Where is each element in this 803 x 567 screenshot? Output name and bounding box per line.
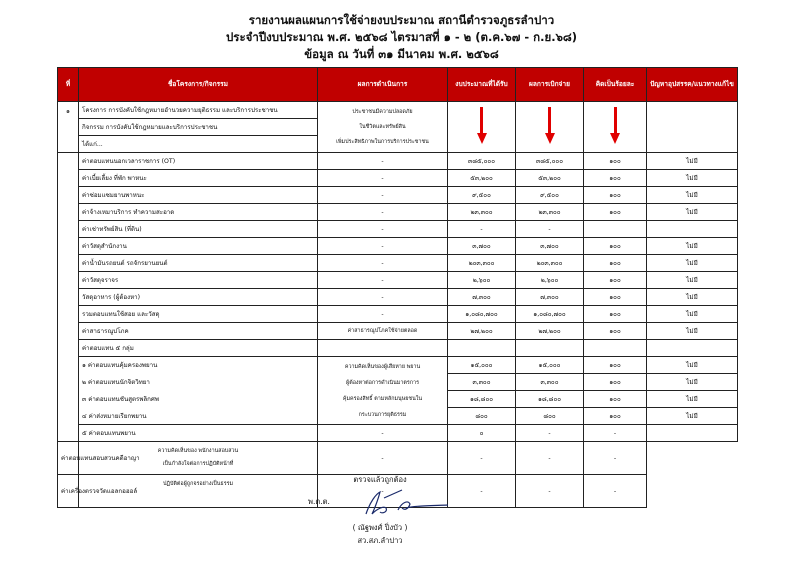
alcohol-budget: - [318,475,448,508]
item-name: วัสดุอาหาร (ผู้ต้องหา) [79,289,318,306]
group-result-line: ความคิดเห็นของผู้เสียหาย พยาน [344,363,421,370]
col-header-name: ชื่อโครงการ/กิจกรรม [79,68,318,102]
group-item-budget: ๘๐๐ [448,408,516,425]
down-arrow-icon [478,107,486,145]
item-name: ค่าน้ำมันรถยนต์ รถจักรยานยนต์ [79,255,318,272]
item-spent: ๗,๓๐๐ [516,289,584,306]
group-result-line: ผู้ต้องหาต่อการดำเนินมาตรการ [346,379,419,386]
signer-name: ( ณัฐพงศ์ ปิ่งบัว ) [352,523,408,532]
down-arrow-icon [546,107,554,145]
budget-arrow-cell [448,102,516,153]
verified-label: ตรวจแล้วถูกต้อง [353,475,407,484]
alcohol-issues: - [584,475,647,508]
item-budget: ๒,๖๐๐ [448,272,516,289]
project-result [318,102,448,153]
item-percent: ๑๐๐ [584,204,647,221]
item-issues: ไม่มี [647,289,738,306]
witness-issues [647,425,738,442]
item-percent: ๑๐๐ [584,323,647,340]
item-budget: ๒๐๓,๓๐๐ [448,255,516,272]
group-empty-issues [647,340,738,357]
project-name: โครงการ การบังคับใช้กฎหมายอำนวยความยุติธรรม และบริการประชาชน [79,102,318,119]
item-name: ค่าสาธารณูปโภค [79,323,318,340]
interpreter-name: ค่าตอบแทนสอบสวนคดีอาญา [58,442,79,475]
item-percent: ๑๐๐ [584,289,647,306]
alcohol-spent: - [448,475,516,508]
group-empty-spent [516,340,584,357]
table-row [58,187,738,204]
item-name: ค่าวัสดุสำนักงาน [79,238,318,255]
group-empty-percent [584,340,647,357]
item-percent: ๑๐๐ [584,187,647,204]
activity-name: กิจกรรม การบังคับใช้กฎหมายและบริการประชาชน [79,119,318,136]
item-percent: ๑๐๐ [584,238,647,255]
item-spent: ๓๘๕,๐๐๐ [516,153,584,170]
group-item-spent: ๓,๓๐๐ [516,374,584,391]
witness-budget: ๐ [448,425,516,442]
project-result-line: ประชาชนมีความปลอดภัย [352,108,413,115]
issues-empty-cell [647,102,738,153]
interpreter-row [58,442,738,475]
project-result-line: ในชีวิตและทรัพย์สิน [359,123,406,130]
alcohol-result-line: ปฏิบัติต่อผู้ถูกจรอย่างเป็นธรรม [162,481,234,487]
group-title: ค่าตอบแทน ๕ กลุ่ม [79,340,318,357]
group-result-line: คุ้มครองสิทธิ์ ตามหลักมนุษยชนใน [342,395,423,402]
item-spent: ๒๓,๓๐๐ [516,204,584,221]
item-result: - [318,238,448,255]
group-item-percent: ๑๐๐ [584,391,647,408]
item-budget: ๑,๐๘๐,๗๐๐ [448,306,516,323]
item-issues: ไม่มี [647,238,738,255]
table-row [58,204,738,221]
interpreter-result-line: เป็นกำลังใจต่อการปฏิบัติหน้าที่ [162,461,234,467]
item-budget: ๒๓,๓๐๐ [448,204,516,221]
item-issues: ไม่มี [647,170,738,187]
item-budget: ๓๘๕,๐๐๐ [448,153,516,170]
item-issues: ไม่มี [647,187,738,204]
witness-row [58,425,738,442]
col-header-spent: ผลการเบิกจ่าย [516,68,584,102]
table-row [58,323,738,340]
project-seq: ๑ [58,102,79,153]
item-budget: - [448,221,516,238]
item-percent: ๑๐๐ [584,153,647,170]
item-issues: ไม่มี [647,272,738,289]
group-item-percent: ๑๐๐ [584,357,647,374]
item-name: ค่าซ่อมแซมยานพาหนะ [79,187,318,204]
including-label: ได้แก่... [79,136,318,153]
item-spent: ๒๐๓,๓๐๐ [516,255,584,272]
report-title-block [0,12,803,63]
group-item-name: ๓ ค่าตอบแทนชันสูตรพลิกศพ [79,391,318,408]
group-item-budget: ๑๘,๘๐๐ [448,391,516,408]
witness-name: ๕ ค่าตอบแทนพยาน [79,425,318,442]
project-row [58,102,738,119]
seq-spacer-cell [58,153,79,442]
group-item-name: ๑ ค่าตอบแทนคุ้มครองพยาน [79,357,318,374]
item-spent: - [516,221,584,238]
group-item-spent: ๑๘,๘๐๐ [516,391,584,408]
item-budget: ๗,๓๐๐ [448,289,516,306]
group-item-name: ๔ ค่าส่งหมายเรียกพยาน [79,408,318,425]
interpreter-result-line: ความคิดเห็นของ พนักงานสอบสวน [157,448,239,454]
item-percent: ๑๐๐ [584,170,647,187]
table-row [58,170,738,187]
report-title: รายงานผลแผนการใช้จ่ายงบประมาณ สถานีตำรวจภูธรลำปาว [248,13,555,27]
item-spent: ๕๓,๒๐๐ [516,170,584,187]
item-result: - [318,153,448,170]
group-row [58,340,738,357]
witness-result: - [318,425,448,442]
item-result: - [318,187,448,204]
table-row [58,255,738,272]
group-empty-result [318,340,448,357]
alcohol-name: ค่าเครื่องตรวจวัดแอลกอฮอล์ [58,475,79,508]
interpreter-budget: - [318,442,448,475]
item-budget: ๕๓,๒๐๐ [448,170,516,187]
group-item-issues: ไม่มี [647,391,738,408]
item-result: - [318,221,448,238]
table-header-row [58,68,738,102]
interpreter-spent: - [448,442,516,475]
group-result-line: กระบวนการยุติธรรม [358,411,407,418]
item-result: - [318,255,448,272]
signer-position: สว.สภ.ลำปาว [357,536,403,545]
project-result-line: เพิ่มประสิทธิภาพในการบริการประชาชน [336,138,429,145]
item-name: ค่าวัสดุจราจร [79,272,318,289]
item-issues: ไม่มี [647,153,738,170]
percent-arrow-cell [584,102,647,153]
item-name: ค่าเช่าทรัพย์สิน (ที่ดิน) [79,221,318,238]
item-result: - [318,170,448,187]
table-row [58,272,738,289]
table-row [58,153,738,170]
group-item-issues: ไม่มี [647,374,738,391]
item-issues: ไม่มี [647,306,738,323]
signer-rank: พ.ต.ต. [308,497,330,506]
item-issues: ไม่มี [647,204,738,221]
table-row [58,306,738,323]
group-item-percent: ๑๐๐ [584,408,647,425]
item-name: รวมตอบแทนใช้สอย และวัสดุ [79,306,318,323]
group-item-spent: ๑๕,๐๐๐ [516,357,584,374]
item-result: ค่าสาธารณูปโภคใช้จ่ายตลอด [318,323,448,340]
signature-scribble-icon [362,488,452,518]
col-header-budget: งบประมาณที่ได้รับ [448,68,516,102]
item-percent: ๑๐๐ [584,306,647,323]
group-item-percent: ๑๐๐ [584,374,647,391]
item-name: ค่าจ้างเหมาบริการ ทำความสะอาด [79,204,318,221]
item-name: ค่าตอบแทนนอกเวลาราชการ (OT) [79,153,318,170]
group-item-issues: ไม่มี [647,408,738,425]
alcohol-percent: - [516,475,584,508]
group-result [318,357,448,425]
col-header-percent: คิดเป็นร้อยละ [584,68,647,102]
group-item-spent: ๘๐๐ [516,408,584,425]
table-row [58,289,738,306]
group-item-row [58,357,738,374]
group-item-budget: ๑๕,๐๐๐ [448,357,516,374]
item-budget: ๒๗,๒๐๐ [448,323,516,340]
report-subtitle: ประจำปีงบประมาณ พ.ศ. ๒๕๖๘ ไตรมาสที่ ๑ - ๒ (ต.ค.๖๗ - ก.ย.๖๘) [226,30,577,44]
report-date: ข้อมูล ณ วันที่ ๓๑ มีนาคม พ.ศ. ๒๕๖๘ [304,47,499,61]
item-spent: ๒๗,๒๐๐ [516,323,584,340]
spent-arrow-cell [516,102,584,153]
group-item-issues: ไม่มี [647,357,738,374]
item-issues: ไม่มี [647,255,738,272]
item-name: ค่าเบี้ยเลี้ยง ที่พัก พาหนะ [79,170,318,187]
witness-spent: - [516,425,584,442]
item-result: - [318,204,448,221]
item-budget: ๓,๗๐๐ [448,238,516,255]
table-row [58,221,738,238]
item-spent: ๓,๗๐๐ [516,238,584,255]
table-row [58,238,738,255]
item-result: - [318,289,448,306]
group-item-budget: ๓,๓๐๐ [448,374,516,391]
item-percent: ๑๐๐ [584,255,647,272]
group-empty-budget [448,340,516,357]
item-spent: ๒,๖๐๐ [516,272,584,289]
col-header-result: ผลการดำเนินการ [318,68,448,102]
item-percent: ๑๐๐ [584,272,647,289]
witness-percent: - [584,425,647,442]
item-spent: ๑,๐๘๐,๗๐๐ [516,306,584,323]
interpreter-issues: - [584,442,647,475]
col-header-issues: ปัญหาอุปสรรค/แนวทางแก้ไข [647,68,738,102]
item-issues [647,221,738,238]
col-header-seq: ที่ [58,68,79,102]
item-result: - [318,306,448,323]
item-spent: ๙,๕๐๐ [516,187,584,204]
item-percent [584,221,647,238]
group-item-name: ๒ ค่าตอบแทนนักจิตวิทยา [79,374,318,391]
item-issues: ไม่มี [647,323,738,340]
interpreter-percent: - [516,442,584,475]
budget-report-table [57,67,738,508]
item-result: - [318,272,448,289]
down-arrow-icon [611,107,619,145]
item-budget: ๙,๕๐๐ [448,187,516,204]
